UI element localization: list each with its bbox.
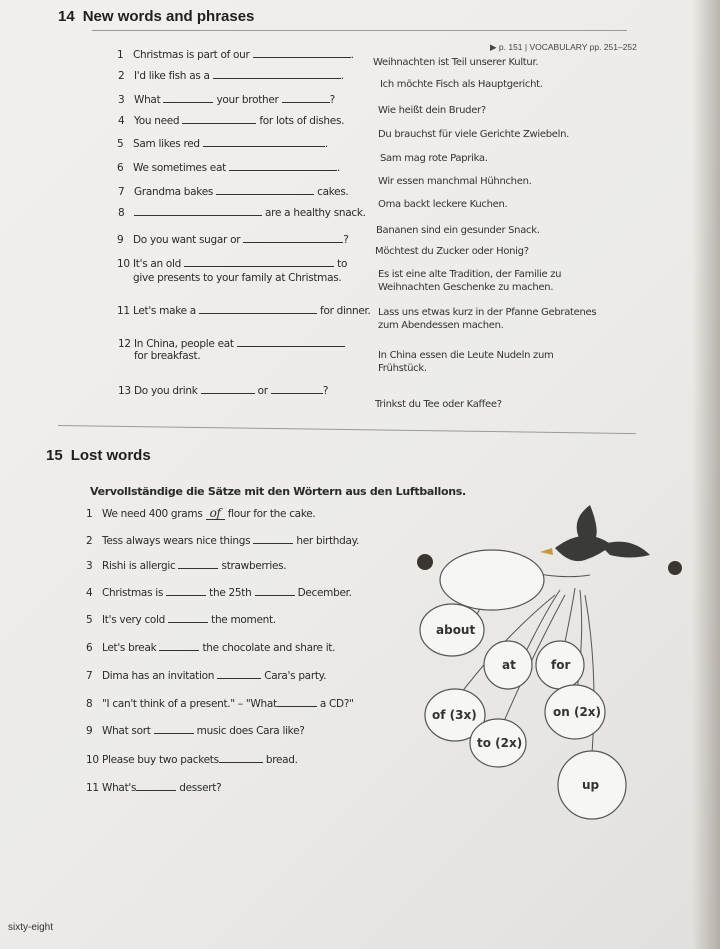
s14-row-1: 1 Christmas is part of our . [117, 49, 354, 61]
s14-row-12-translation-2: Frühstück. [378, 363, 427, 374]
section-14-heading: New words and phrases [82, 8, 255, 25]
s14-row-10-translation: Es ist eine alte Tradition, der Familie zu [378, 269, 562, 280]
s15-row-1-answer[interactable]: of [206, 508, 225, 520]
section-14-number: 14 [58, 8, 75, 25]
s14-row-10-cont: give presents to your family at Christmas. [133, 272, 342, 284]
s14-row-6: 6 We sometimes eat . [117, 162, 340, 174]
s14-row-13-translation: Trinkst du Tee oder Kaffee? [375, 399, 502, 410]
s14-row-8: 8 are a healthy snack. [118, 207, 366, 219]
s14-row-2-translation: Ich möchte Fisch als Hauptgericht. [380, 79, 543, 90]
balloon-label-about: about [436, 623, 476, 637]
s15-row-3: 3 Rishi is allergic strawberries. [86, 560, 287, 572]
s15-row-2: 2 Tess always wears nice things her birthday. [86, 535, 360, 547]
s15-row-8: 8 "I can't think of a present." – "What a CD?" [86, 698, 354, 710]
s14-row-12: 12 In China, people eat [118, 336, 345, 351]
balloon-label-at: at [502, 658, 516, 672]
s14-row-13: 13 Do you drink or ? [118, 385, 329, 397]
s14-row-7-translation: Oma backt leckere Kuchen. [378, 199, 508, 210]
s14-row-4-translation: Du brauchst für viele Gerichte Zwiebeln. [378, 129, 570, 140]
balloon-label-of: of (3x) [432, 708, 477, 722]
s14-row-5-translation: Sam mag rote Paprika. [380, 153, 488, 164]
s14-row-11-translation-2: zum Abendessen machen. [378, 320, 504, 331]
balloon-popped [440, 550, 544, 610]
s14-row-12-cont: for breakfast. [134, 350, 201, 362]
s15-row-5: 5 It's very cold the moment. [86, 614, 276, 626]
s14-row-11-translation: Lass uns etwas kurz in der Pfanne Gebratenes [378, 307, 597, 318]
s14-row-2: 2 I'd like fish as a . [118, 70, 344, 82]
s14-row-12-translation: In China essen die Leute Nudeln zum [378, 350, 554, 361]
section-15-heading: Lost words [70, 447, 151, 464]
s14-row-6-translation: Wir essen manchmal Hühnchen. [378, 176, 532, 187]
section-15-instruction: Vervollständige die Sätze mit den Wörtern aus den Luftballons. [90, 485, 466, 498]
s14-row-5: 5 Sam likes red . [117, 138, 328, 150]
s15-row-1: 1 We need 400 grams of flour for the cake. [86, 506, 316, 520]
s14-row-1-translation: Weihnachten ist Teil unserer Kultur. [373, 57, 539, 68]
s14-row-3-translation: Wie heißt dein Bruder? [378, 105, 486, 116]
bird-icon [540, 505, 650, 561]
s14-row-9-translation: Möchtest du Zucker oder Honig? [375, 246, 529, 257]
s15-row-7: 7 Dima has an invitation Cara's party. [86, 670, 327, 682]
s15-row-4: 4 Christmas is the 25th December. [86, 587, 352, 599]
section-15-number: 15 [46, 447, 63, 464]
s15-row-6: 6 Let's break the chocolate and share it. [86, 642, 336, 654]
balloon-label-on: on (2x) [553, 705, 602, 719]
section-14-reference: ▶ p. 151 | VOCABULARY pp. 251–252 [490, 42, 637, 52]
s14-row-3: 3 What your brother ? [118, 94, 335, 106]
s14-row-11: 11 Let's make a for dinner. [117, 305, 371, 317]
page-edge-shadow [692, 0, 720, 949]
s14-row-4: 4 You need for lots of dishes. [118, 115, 345, 127]
s14-row-10-translation-2: Weihnachten Geschenke zu machen. [378, 282, 554, 293]
s14-row-7: 7 Grandma bakes cakes. [118, 186, 349, 198]
balloon-label-for: for [551, 658, 571, 672]
page-number: sixty-eight [8, 922, 54, 933]
balloon-label-up: up [582, 778, 600, 792]
s15-row-9: 9 What sort music does Cara like? [86, 725, 305, 737]
s14-row-10: 10 It's an old to [117, 258, 348, 270]
dot-left [417, 554, 433, 570]
s15-row-11: 11 What's dessert? [86, 782, 222, 794]
s15-row-10: 10 Please buy two packets bread. [86, 754, 298, 766]
s14-row-8-translation: Bananen sind ein gesunder Snack. [376, 225, 540, 236]
s14-row-9: 9 Do you want sugar or ? [117, 234, 349, 246]
balloon-label-to: to (2x) [477, 736, 523, 750]
dot-right [668, 561, 682, 575]
